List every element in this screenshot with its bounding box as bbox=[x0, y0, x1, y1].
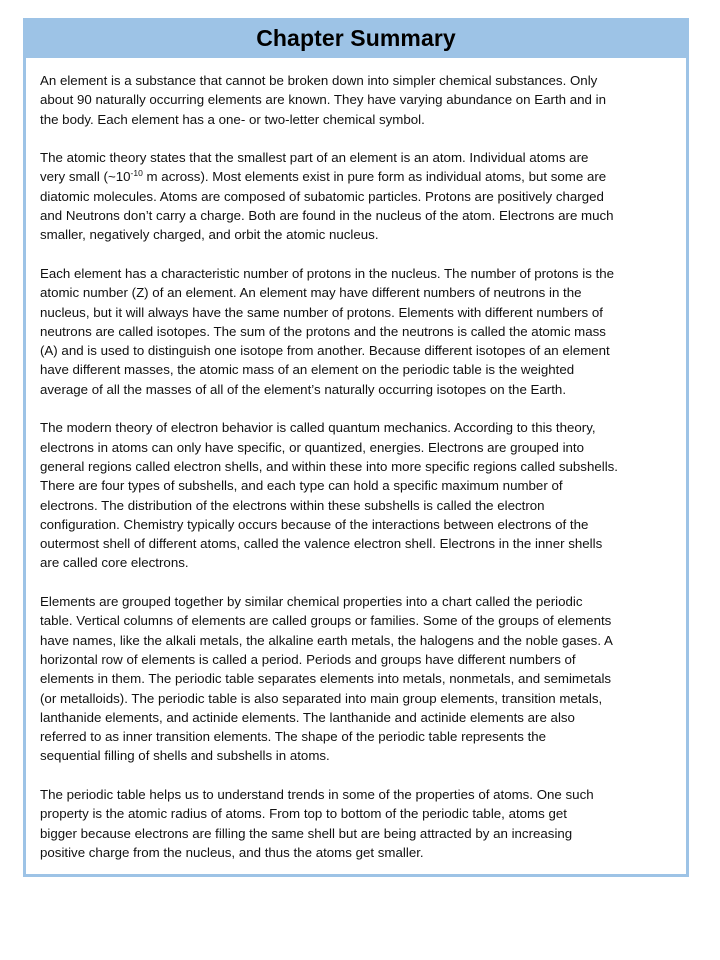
text-line bbox=[40, 167, 680, 186]
text-line: elements in them. The periodic table separates elements into metals, nonmetals, and semimetals bbox=[40, 671, 612, 687]
text-line: smaller, negatively charged, and orbit the atomic nucleus. bbox=[40, 227, 379, 243]
text-line: about 90 naturally occurring elements are known. They have varying abundance on Earth and in bbox=[40, 92, 606, 108]
text-line: lanthanide elements, and actinide elements. The lanthanide and actinide elements are also bbox=[40, 709, 575, 725]
paragraph-periodic-trends bbox=[40, 785, 680, 862]
text-line: horizontal row of elements is called a period. Periods and groups have different numbers of bbox=[40, 651, 576, 667]
text-line: average of all the masses of all of the element’s naturally occurring isotopes on the Earth. bbox=[40, 381, 567, 397]
paragraph-atomic-number-isotopes bbox=[40, 264, 680, 399]
text-line: sequential filling of shells and subshells in atoms. bbox=[40, 748, 330, 764]
text-line: neutrons are called isotopes. The sum of the protons and the neutrons is called the atomic mass bbox=[40, 323, 606, 339]
text-line: The modern theory of electron behavior is called quantum mechanics. According to this theory, bbox=[40, 420, 596, 436]
text-segment: m across). Most elements exist in pure form as individual atoms, but some are bbox=[142, 169, 607, 185]
text-line: electrons in atoms can only have specific, or quantized, energies. Electrons are grouped into bbox=[40, 439, 585, 455]
summary-box bbox=[23, 58, 689, 877]
summary-header bbox=[23, 18, 689, 58]
text-line: electrons. The distribution of the electrons within these subshells is called the electron bbox=[40, 497, 545, 513]
text-line: diatomic molecules. Atoms are composed of subatomic particles. Protons are positively charged bbox=[40, 188, 604, 204]
text-line: The periodic table helps us to understand trends in some of the properties of atoms. One such bbox=[40, 786, 594, 802]
text-line: The atomic theory states that the smallest part of an element is an atom. Individual atoms are bbox=[40, 150, 589, 166]
text-line: bigger because electrons are filling the same shell but are being attracted by an increasing bbox=[40, 825, 573, 841]
text-segment: very small (~10 bbox=[40, 169, 131, 185]
text-line: There are four types of subshells, and each type can hold a specific maximum number of bbox=[40, 478, 563, 494]
text-line: nucleus, but it will always have the same number of protons. Elements with different numbers of bbox=[40, 304, 603, 320]
paragraph-quantum-mechanics bbox=[40, 418, 680, 572]
text-line: atomic number (Z) of an element. An element may have different numbers of neutrons in the bbox=[40, 285, 582, 301]
text-line: referred to as inner transition elements. The shape of the periodic table represents the bbox=[40, 729, 547, 745]
paragraph-atomic-theory bbox=[40, 148, 680, 244]
page-title: Chapter Summary bbox=[256, 24, 456, 51]
text-line: property is the atomic radius of atoms. From top to bottom of the periodic table, atoms get bbox=[40, 806, 567, 822]
text-line: general regions called electron shells, and within these into more specific regions called subshells. bbox=[40, 458, 618, 474]
text-line: Each element has a characteristic number of protons in the nucleus. The number of protons is the bbox=[40, 265, 615, 281]
text-line: table. Vertical columns of elements are called groups or families. Some of the groups of elements bbox=[40, 613, 612, 629]
text-line: have different masses, the atomic mass of an element on the periodic table is the weighted bbox=[40, 362, 575, 378]
text-line: An element is a substance that cannot be broken down into simpler chemical substances. Only bbox=[40, 73, 598, 88]
text-line: positive charge from the nucleus, and thus the atoms get smaller. bbox=[40, 844, 424, 860]
paragraph-periodic-table bbox=[40, 592, 680, 766]
text-line: the body. Each element has a one- or two-letter chemical symbol. bbox=[40, 111, 425, 127]
text-line: outermost shell of different atoms, called the valence electron shell. Electrons in the inner shells bbox=[40, 536, 603, 552]
summary-content bbox=[40, 71, 680, 881]
text-line: (A) and is used to distinguish one isotope from another. Because different isotopes of an element bbox=[40, 343, 610, 359]
text-line: configuration. Chemistry typically occurs because of the interactions between electrons of the bbox=[40, 516, 589, 532]
text-line: have names, like the alkali metals, the alkaline earth metals, the halogens and the noble gases. A bbox=[40, 632, 613, 648]
superscript-exponent: -10 bbox=[130, 168, 143, 179]
text-line: (or metalloids). The periodic table is also separated into main group elements, transition metals, bbox=[40, 690, 603, 706]
text-line: and Neutrons don’t carry a charge. Both are found in the nucleus of the atom. Electrons are much bbox=[40, 208, 614, 224]
text-line: Elements are grouped together by similar chemical properties into a chart called the periodic bbox=[40, 594, 583, 610]
paragraph-elements bbox=[40, 71, 680, 129]
text-line: are called core electrons. bbox=[40, 555, 189, 571]
